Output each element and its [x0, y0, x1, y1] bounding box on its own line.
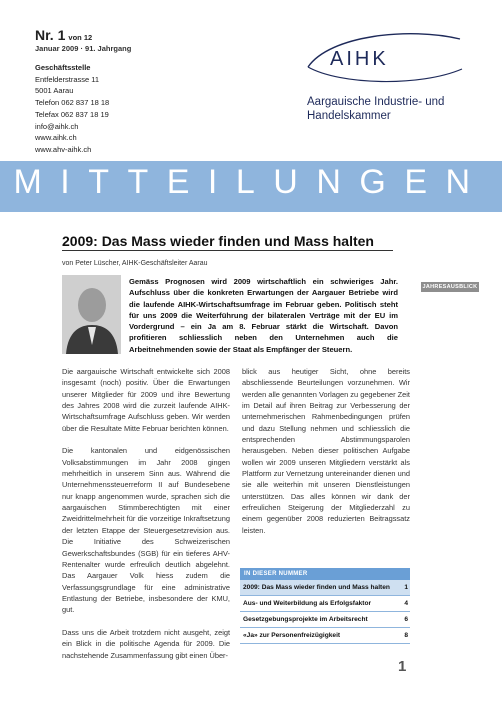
toc-item-page: 1 [404, 584, 408, 591]
organization-name-line2: Handelskammer [307, 110, 391, 122]
office-email[interactable]: info@aihk.ch [35, 121, 79, 131]
office-address [35, 62, 109, 156]
section-tag: JAHRESAUSBLICK [422, 284, 478, 290]
office-website-ahv[interactable]: www.ahv-aihk.ch [35, 144, 92, 154]
paragraph-3-continued: blick aus heutiger Sicht, ohne bereits abschliessende Beurteilungen vorzunehmen. Wir werden alle genannten Vorlagen zu gegebener Zeit im Detail auf ihren Beitrag zur Verbesserung der unternehmerischen Rahmenbedingungen prüfen und dazu Stellung nehmen und schliesslich die entsprechenden Abstimmungsparolen herausgeben. Neben dieser politischen Aufgabe wollen wir 2009 unseren Mitgliedern verstärkt als Plattform zur Vernetzung untereinander dienen und sie alle weiterhin mit unseren Dienstleistungen unterstützen. Das alles können wir dank der erfreulichen Steigerung der Mitgliederzahl zu einem gegenüber 2008 reduzierten Beitragssatz leisten. [242, 367, 410, 535]
toc-item[interactable] [240, 628, 410, 644]
toc-item-label: 2009: Das Mass wieder finden und Mass halten [243, 584, 390, 591]
toc-item-page: 4 [404, 600, 408, 607]
toc-heading: IN DIESER NUMMER [240, 568, 410, 580]
toc-item-page: 8 [404, 632, 408, 639]
toc-item[interactable] [240, 596, 410, 612]
issue-number [35, 27, 92, 43]
paragraph-2: Die kantonalen und eidgenössischen Volksabstimmungen im Jahr 2008 gingen mehrheitlich in unserem Sinn aus. Während die Unternehmenssteuerreform II auf Bundesebene nur knapp angenommen wurde, sprachen sich die aargauischen Stimmberechtigten mit einer Zweidrittelmehrheit für die vorzeitige Inkraftsetzung der letzten Etappe der Steuergesetzrevision aus. Die Initiative des Schweizerischen Gewerkschaftsbundes (SGB) für ein tieferes AHV-Rentenalter wurde erfreulich deutlich abgelehnt. Das Aargauer Volk hiess zudem die Verfassungsgrundlage für eine administrative Entlastung der Betriebe, insbesondere der KMU, gut. [62, 446, 230, 615]
page-number: 1 [398, 658, 407, 675]
toc-item-label: «Ja» zur Personenfreizügigkeit [243, 632, 341, 639]
paragraph-3: Dass uns die Arbeit trotzdem nicht ausgeht, zeigt ein Blick in die politische Agenda für 2009. Die nachstehende Zusammenfassung gibt einen Über- [62, 627, 230, 660]
table-of-contents [240, 568, 410, 644]
issue-date: Januar 2009 · 91. Jahrgang [35, 44, 132, 53]
issue-prefix: Nr. 1 [35, 27, 66, 43]
article-author: von Peter Lüscher, AIHK-Geschäftsleiter Aarau [62, 260, 208, 267]
issue-suffix: von 12 [68, 33, 93, 42]
toc-item-page: 6 [404, 616, 408, 623]
article-lead: Gemäss Prognosen wird 2009 wirtschaftlich ein schwieriges Jahr. Aufschluss über die konkreten Erwartungen der Aargauer Betriebe wird die laufende AIHK-Wirtschaftsumfrage im Februar geben. Politisch steht für uns 2009 die Weiterführung der bilateralen Verträge mit der EU im Vordergrund – ein Ja am 8. Februar stärkt die Wirtschaft. Davon profitieren schliesslich neben den Unternehmen auch die Arbeitnehmenden sowie der Staat als Empfänger der Steuern. [129, 277, 398, 354]
article-title: 2009: Das Mass wieder finden und Mass halten [62, 233, 374, 249]
masthead-title: MITTEILUNGEN [13, 163, 489, 201]
toc-item-label: Aus- und Weiterbildung als Erfolgsfaktor [243, 600, 372, 607]
toc-item[interactable] [240, 612, 410, 628]
office-phone: Telefon 062 837 18 18 [35, 98, 110, 108]
office-street: Entfelderstrasse 11 [35, 74, 100, 84]
organization-name [307, 95, 444, 123]
article-column-1 [62, 366, 230, 672]
office-website[interactable]: www.aihk.ch [35, 133, 77, 143]
article-column-2 [242, 366, 410, 548]
organization-name-line1: Aargauische Industrie- und [307, 96, 445, 108]
author-portrait [62, 275, 121, 354]
paragraph-1: Die aargauische Wirtschaft entwickelte sich 2008 insgesamt (noch) positiv. Über die Erwartungen unserer Mitglieder für 2009 und ihre Bewertung des Jahres 2008 wird die zurzeit laufende AIHK-Wirtschaftsumfrage Aufschluss geben. Wir werden über die Resultate Mitte Februar berichten können. [62, 367, 230, 433]
title-rule [62, 250, 393, 251]
office-city: 5001 Aarau [35, 86, 74, 96]
toc-item[interactable] [240, 580, 410, 596]
office-heading: Geschäftsstelle [35, 63, 91, 72]
aihk-logo-text: AIHK [330, 48, 389, 70]
toc-item-label: Gesetzgebungsprojekte im Arbeitsrecht [243, 616, 368, 623]
office-fax: Telefax 062 837 18 19 [35, 109, 109, 119]
